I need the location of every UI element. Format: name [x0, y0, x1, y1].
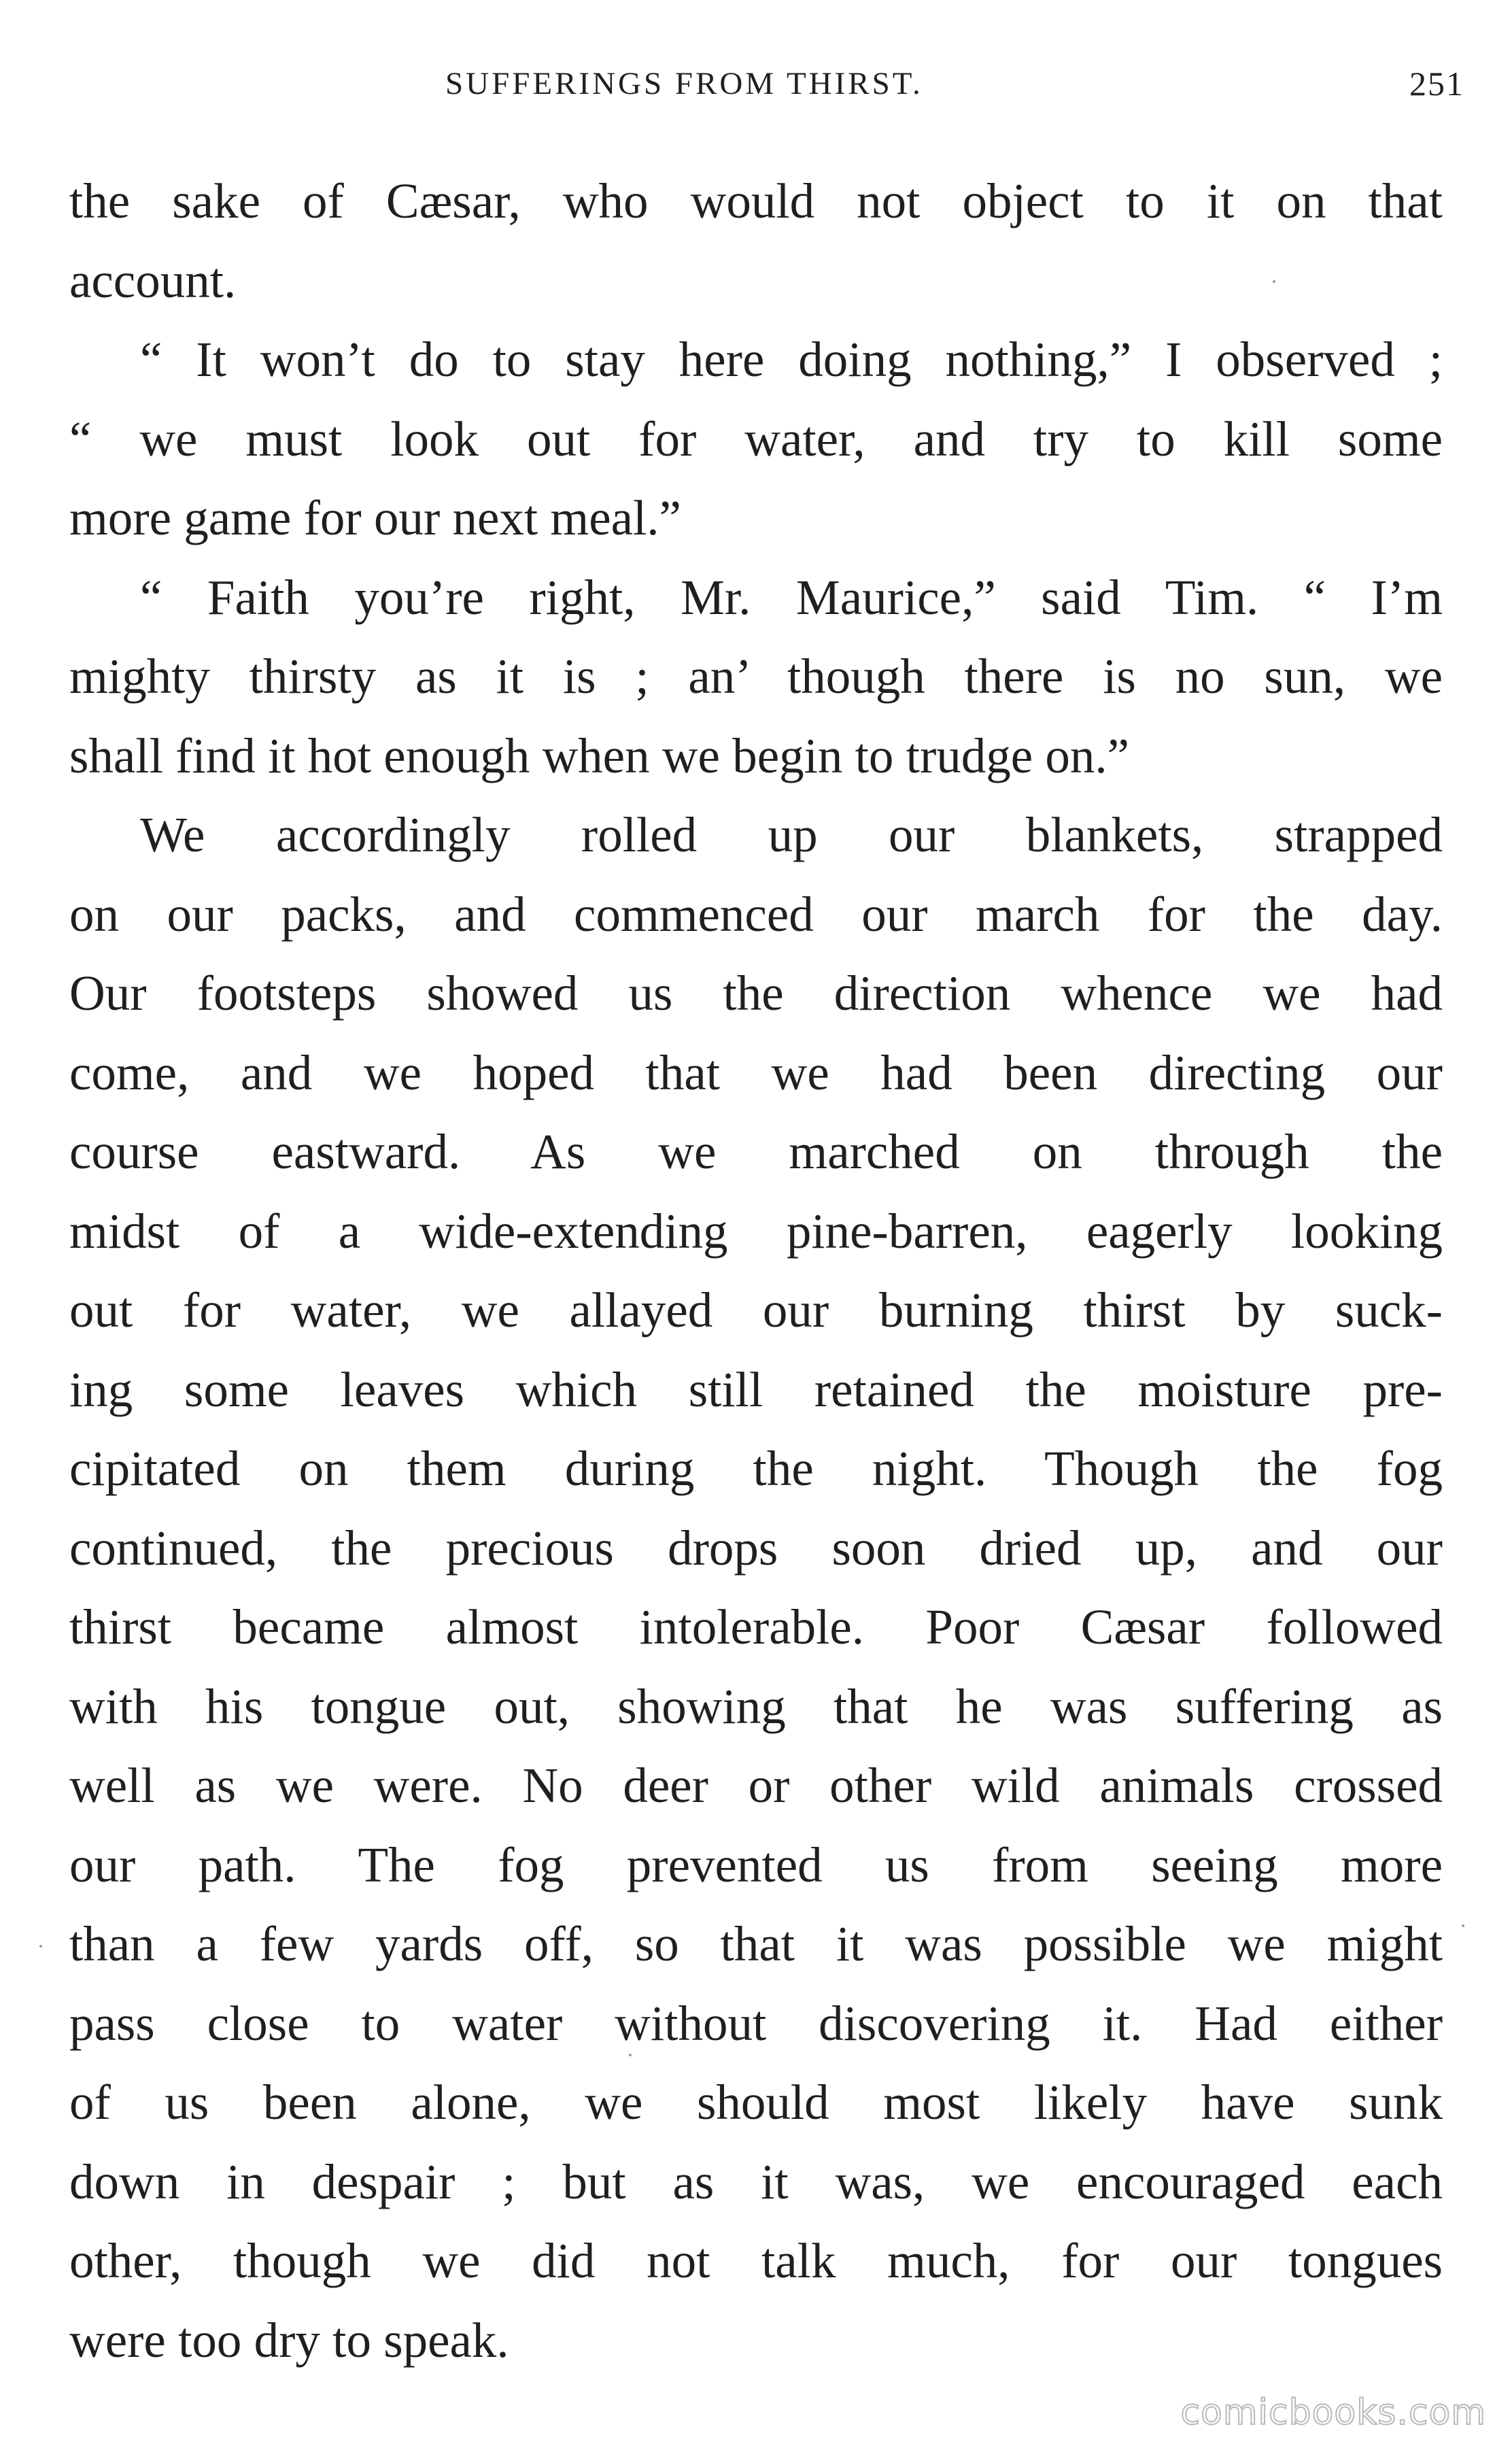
text-line: down in despair ; but as it was, we encouraged each	[69, 2154, 1443, 2209]
text-line: We accordingly rolled up our blankets, strapped	[140, 807, 1443, 862]
body-text	[69, 162, 1443, 2380]
text-line: account.	[69, 252, 237, 308]
text-line: “ we must look out for water, and try to kill some	[69, 411, 1443, 466]
watermark-logo: comicbooks.com	[1180, 2392, 1486, 2433]
paper-speck	[1462, 1924, 1464, 1927]
text-line: continued, the precious drops soon dried up, and our	[69, 1520, 1443, 1576]
text-line: were too dry to speak.	[69, 2312, 509, 2368]
text-line: pass close to water without discovering it. Had either	[69, 1995, 1443, 2051]
text-line: come, and we hoped that we had been directing our	[69, 1044, 1443, 1100]
paper-speck	[629, 2054, 632, 2056]
text-line: midst of a wide-extending pine-barren, eagerly looking	[69, 1203, 1443, 1259]
text-line: mighty thirsty as it is ; an’ though there is no sun, we	[69, 649, 1443, 704]
running-head	[0, 60, 1512, 107]
text-line: thirst became almost intolerable. Poor Cæsar followed	[69, 1599, 1443, 1654]
text-line: “ It won’t do to stay here doing nothing,” I observed ;	[140, 332, 1443, 387]
text-line: our path. The fog prevented us from seeing more	[69, 1837, 1443, 1892]
text-line: more game for our next meal.”	[69, 490, 681, 545]
paper-speck	[39, 1945, 42, 1948]
text-line: “ Faith you’re right, Mr. Maurice,” said Tim. “ I’m	[140, 569, 1443, 625]
text-line: course eastward. As we marched on through the	[69, 1124, 1443, 1179]
page-number: 251	[1409, 65, 1464, 103]
paper-speck	[1273, 280, 1275, 283]
text-line: other, though we did not talk much, for our tongues	[69, 2233, 1443, 2288]
text-line: of us been alone, we should most likely have sunk	[69, 2075, 1443, 2130]
text-line: shall find it hot enough when we begin to trudge on.”	[69, 728, 1130, 783]
text-line: ing some leaves which still retained the moisture pre-	[69, 1361, 1443, 1417]
text-line: on our packs, and commenced our march for the day.	[69, 886, 1443, 942]
text-line: than a few yards off, so that it was possible we might	[69, 1916, 1443, 1971]
text-line: well as we were. No deer or other wild animals crossed	[69, 1758, 1443, 1813]
text-line: the sake of Cæsar, who would not object to it on that	[69, 173, 1443, 228]
text-line: out for water, we allayed our burning thirst by suck-	[69, 1282, 1443, 1338]
text-line: with his tongue out, showing that he was suffering as	[69, 1678, 1443, 1734]
text-line: cipitated on them during the night. Though the fog	[69, 1441, 1443, 1496]
running-title: SUFFERINGS FROM THIRST.	[445, 66, 923, 101]
text-line: Our footsteps showed us the direction whence we had	[69, 966, 1443, 1021]
